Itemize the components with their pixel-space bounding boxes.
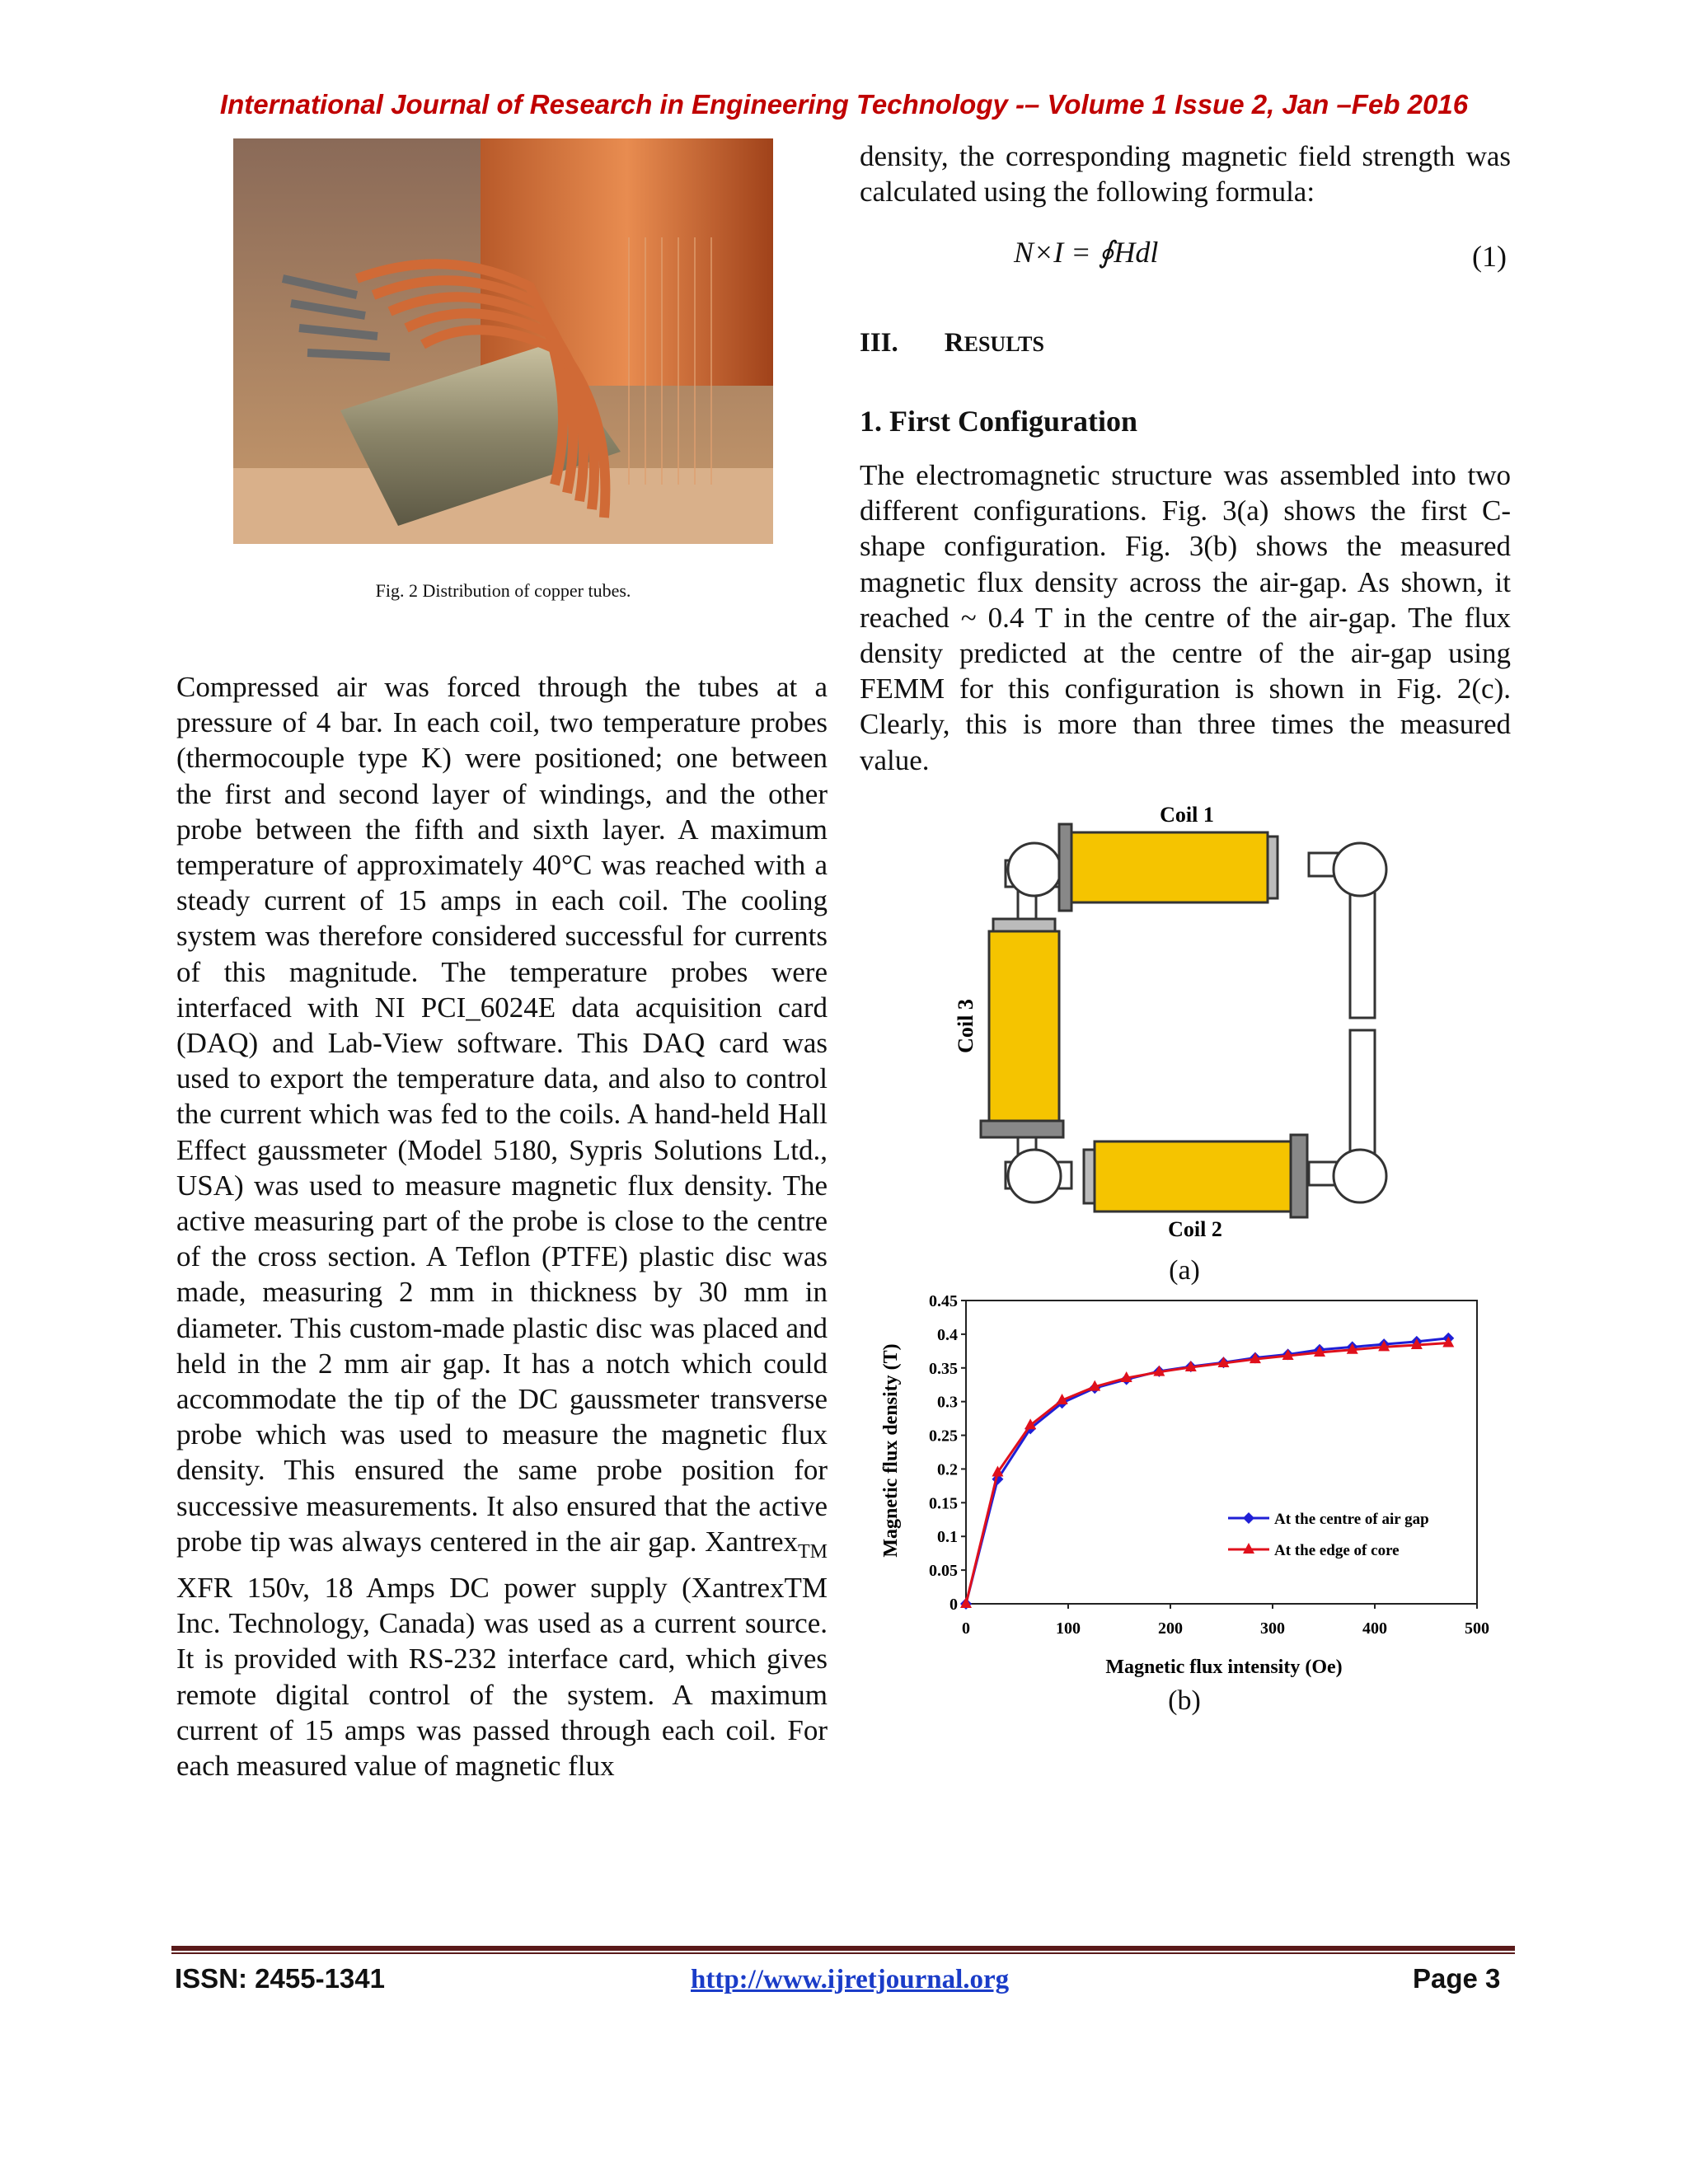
subsection-heading: 1. First Configuration xyxy=(860,405,1137,438)
journal-header: International Journal of Research in Engineering Technology -– Volume 1 Issue 2, Jan –Feb 2016 xyxy=(219,89,1469,120)
footer-page-number: Page 3 xyxy=(1413,1963,1501,1994)
body-paragraph-end: XFR 150v, 18 Amps DC power supply (XantrexTM Inc. Technology, Canada) was used as a current source. It is provided with RS-232 interface card, which gives remote digital control of the system. A maximum current of 15 amps was passed through each coil. For each measured value of magnetic flux xyxy=(176,1572,828,1783)
figure-3b-label: (b) xyxy=(1168,1685,1201,1716)
y-tick-label: 0.05 xyxy=(929,1562,958,1581)
y-tick-label: 0.35 xyxy=(929,1359,958,1378)
legend-entry: At the centre of air gap xyxy=(1274,1511,1429,1528)
x-tick-label: 400 xyxy=(1362,1619,1387,1638)
coil-2-body xyxy=(1095,1141,1291,1212)
x-tick-label: 100 xyxy=(1056,1619,1081,1638)
footer-rule xyxy=(171,1946,1515,1951)
journal-url-link[interactable]: http://www.ijretjournal.org xyxy=(691,1965,1010,1994)
c-shape-configuration-diagram xyxy=(956,795,1451,1249)
section-number: III. xyxy=(860,328,898,358)
equation-number: (1) xyxy=(1472,240,1507,273)
section-title-initial: R xyxy=(944,328,964,358)
section-heading xyxy=(860,328,1044,359)
coil-3-body xyxy=(989,931,1059,1121)
legend-entry: At the edge of core xyxy=(1274,1542,1400,1559)
y-tick-label: 0.3 xyxy=(937,1393,958,1412)
x-axis-label: Magnetic flux intensity (Oe) xyxy=(1105,1657,1343,1678)
y-tick-label: 0.2 xyxy=(937,1460,958,1479)
body-paragraph: Compressed air was forced through the tubes at a pressure of 4 bar. In each coil, two temperature probes (thermocouple type K) were positioned; one between the first and second layer of windings, and the other probe between the fifth and sixth layer. A maximum temperature of approximately 40°C was reached with a steady current of 15 amps in each coil. The cooling system was therefore considered successful for currents of this magnitude. The temperature probes were interfaced with NI PCI_6024E data acquisition card (DAQ) and Lab-View software. This DAQ card was used to export the temperature data, and also to control the current which was fed to the coils. A hand-held Hall Effect gaussmeter (Model 5180, Sypris Solutions Ltd., USA) was used to measure magnetic flux density. The active measuring part of the probe is close to the centre of the cross section. A Teflon (PTFE) plastic disc was made, measuring 2 mm in thickness by 30 mm in diameter. This custom-made plastic disc was placed and held in the 2 mm air gap. It has a notch which could accommodate the tip of the DC gaussmeter transverse probe which was used to measure the magnetic flux density. This ensured the same probe position for successive measurements. It also ensured that the active probe tip was always centered in the air gap. Xantrex xyxy=(176,671,828,1558)
y-tick-label: 0.25 xyxy=(929,1427,958,1446)
y-tick-label: 0.45 xyxy=(929,1292,958,1310)
formula: N×I = ∮Hdl xyxy=(1014,236,1159,269)
x-tick-label: 300 xyxy=(1260,1619,1285,1638)
x-tick-label: 0 xyxy=(962,1619,970,1638)
y-tick-label: 0.1 xyxy=(937,1528,958,1547)
y-tick-label: 0.4 xyxy=(937,1325,958,1344)
coil-3-label: Coil 3 xyxy=(954,999,978,1053)
coil-1-body xyxy=(1071,832,1268,902)
flux-density-chart xyxy=(874,1286,1500,1690)
x-tick-label: 200 xyxy=(1158,1619,1183,1638)
section-title-rest: ESULTS xyxy=(964,332,1044,356)
figure-3a-label: (a) xyxy=(1169,1255,1200,1286)
y-tick-label: 0.15 xyxy=(929,1494,958,1513)
y-tick-label: 0 xyxy=(950,1596,958,1614)
x-tick-label: 500 xyxy=(1465,1619,1489,1638)
coil-1-label: Coil 1 xyxy=(1160,803,1214,827)
footer-rule-thin xyxy=(171,1952,1515,1954)
figure-2-caption: Fig. 2 Distribution of copper tubes. xyxy=(375,580,631,601)
left-column-text xyxy=(176,669,828,1783)
coil-2-label: Coil 2 xyxy=(1168,1217,1222,1241)
copper-tubes-photo xyxy=(233,138,773,544)
trademark-subscript: TM xyxy=(798,1540,828,1563)
y-axis-label: Magnetic flux density (T) xyxy=(880,1343,902,1558)
footer-issn: ISSN: 2455-1341 xyxy=(175,1963,385,1994)
right-column-intro: density, the corresponding magnetic field strength was calculated using the following formula: xyxy=(860,140,1511,209)
results-paragraph: The electromagnetic structure was assembled into two different configurations. Fig. 3(a) shows the first C-shape configuration. Fig. 3(b) shows the measured magnetic flux density across the air-gap. As shown, it reached ~ 0.4 T in the centre of the air-gap. The flux density predicted at the centre of the air-gap using FEMM for this configuration is shown in Fig. 2(c). Clearly, this is more than three times the measured value. xyxy=(860,459,1511,776)
footer-url[interactable] xyxy=(691,1963,1009,1995)
